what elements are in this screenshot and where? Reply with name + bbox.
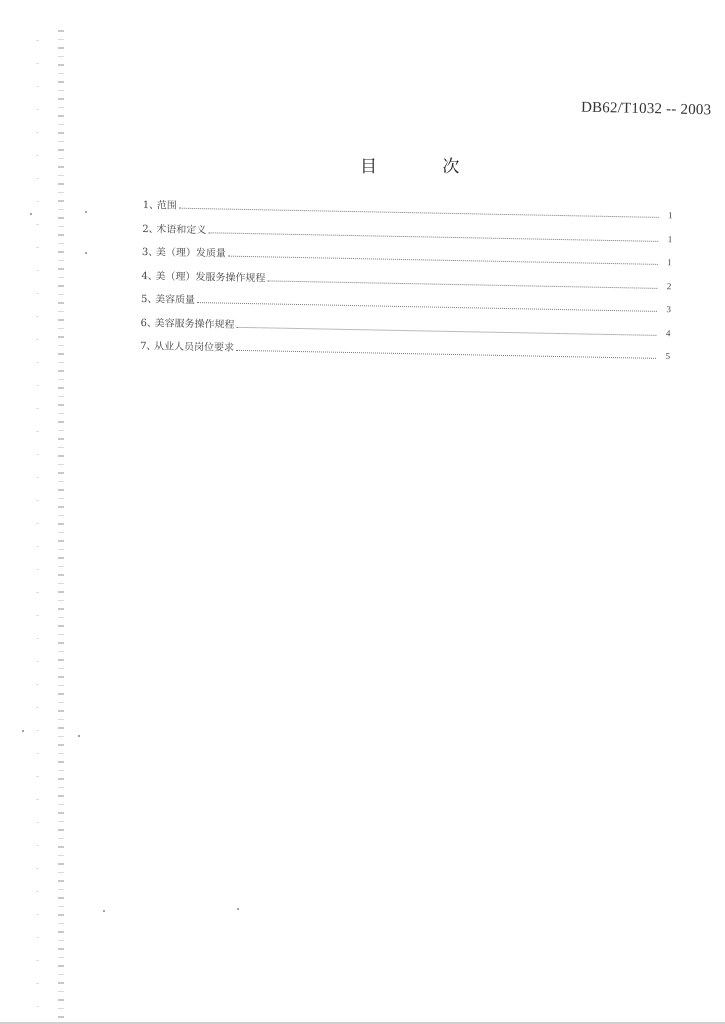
toc-entry-title: 从业人员岗位要求 xyxy=(154,341,235,354)
scan-speck xyxy=(85,252,87,254)
scan-speck xyxy=(237,908,239,910)
toc-entry-number: 1、 xyxy=(142,199,160,212)
standard-code: DB62/T1032 -- 2003 xyxy=(580,99,712,119)
toc-entry-page: 4 xyxy=(665,327,671,338)
toc-title: 目 次 xyxy=(360,157,490,177)
toc-entry-number: 2、 xyxy=(142,223,159,235)
toc-entry-page: 3 xyxy=(666,304,672,315)
toc-leader-dots xyxy=(236,349,656,359)
toc-entry-title: 美容服务操作规程 xyxy=(154,317,235,331)
toc-entry-page: 1 xyxy=(668,210,673,221)
toc-leader-dots xyxy=(267,279,657,288)
toc-entry-title: 美（理）发质量 xyxy=(155,247,227,260)
scan-speck xyxy=(30,213,32,215)
toc-entry-number: 3、 xyxy=(141,246,159,259)
scan-speck xyxy=(78,735,80,737)
toc-leader-dots xyxy=(197,301,657,312)
toc-entry-page: 1 xyxy=(667,233,673,244)
toc-leader-dots xyxy=(179,207,659,218)
toc-entry-title: 范围 xyxy=(156,200,177,212)
toc-entry-title: 美容质量 xyxy=(154,294,196,307)
binding-edge-marks-secondary xyxy=(36,40,39,1020)
toc-entry-number: 6、 xyxy=(140,317,158,329)
binding-edge-marks xyxy=(58,30,64,1020)
toc-entry-number: 7、 xyxy=(140,340,157,353)
toc-entry-title: 术语和定义 xyxy=(156,223,207,236)
toc-entry-page: 1 xyxy=(667,257,672,268)
toc-leader-dots xyxy=(208,231,658,242)
toc-entry-page: 5 xyxy=(665,351,671,362)
scan-speck xyxy=(85,211,87,213)
table-of-contents xyxy=(140,196,673,371)
toc-entry-page: 2 xyxy=(666,280,672,291)
toc-entry-title: 美（理）发服务操作规程 xyxy=(155,270,266,284)
scan-speck xyxy=(103,910,105,912)
toc-entry-number: 4、 xyxy=(141,270,158,282)
toc-leader-dots xyxy=(228,255,658,265)
toc-leader-dots xyxy=(236,325,656,335)
scan-speck xyxy=(22,730,24,732)
toc-entry-number: 5、 xyxy=(140,293,158,306)
